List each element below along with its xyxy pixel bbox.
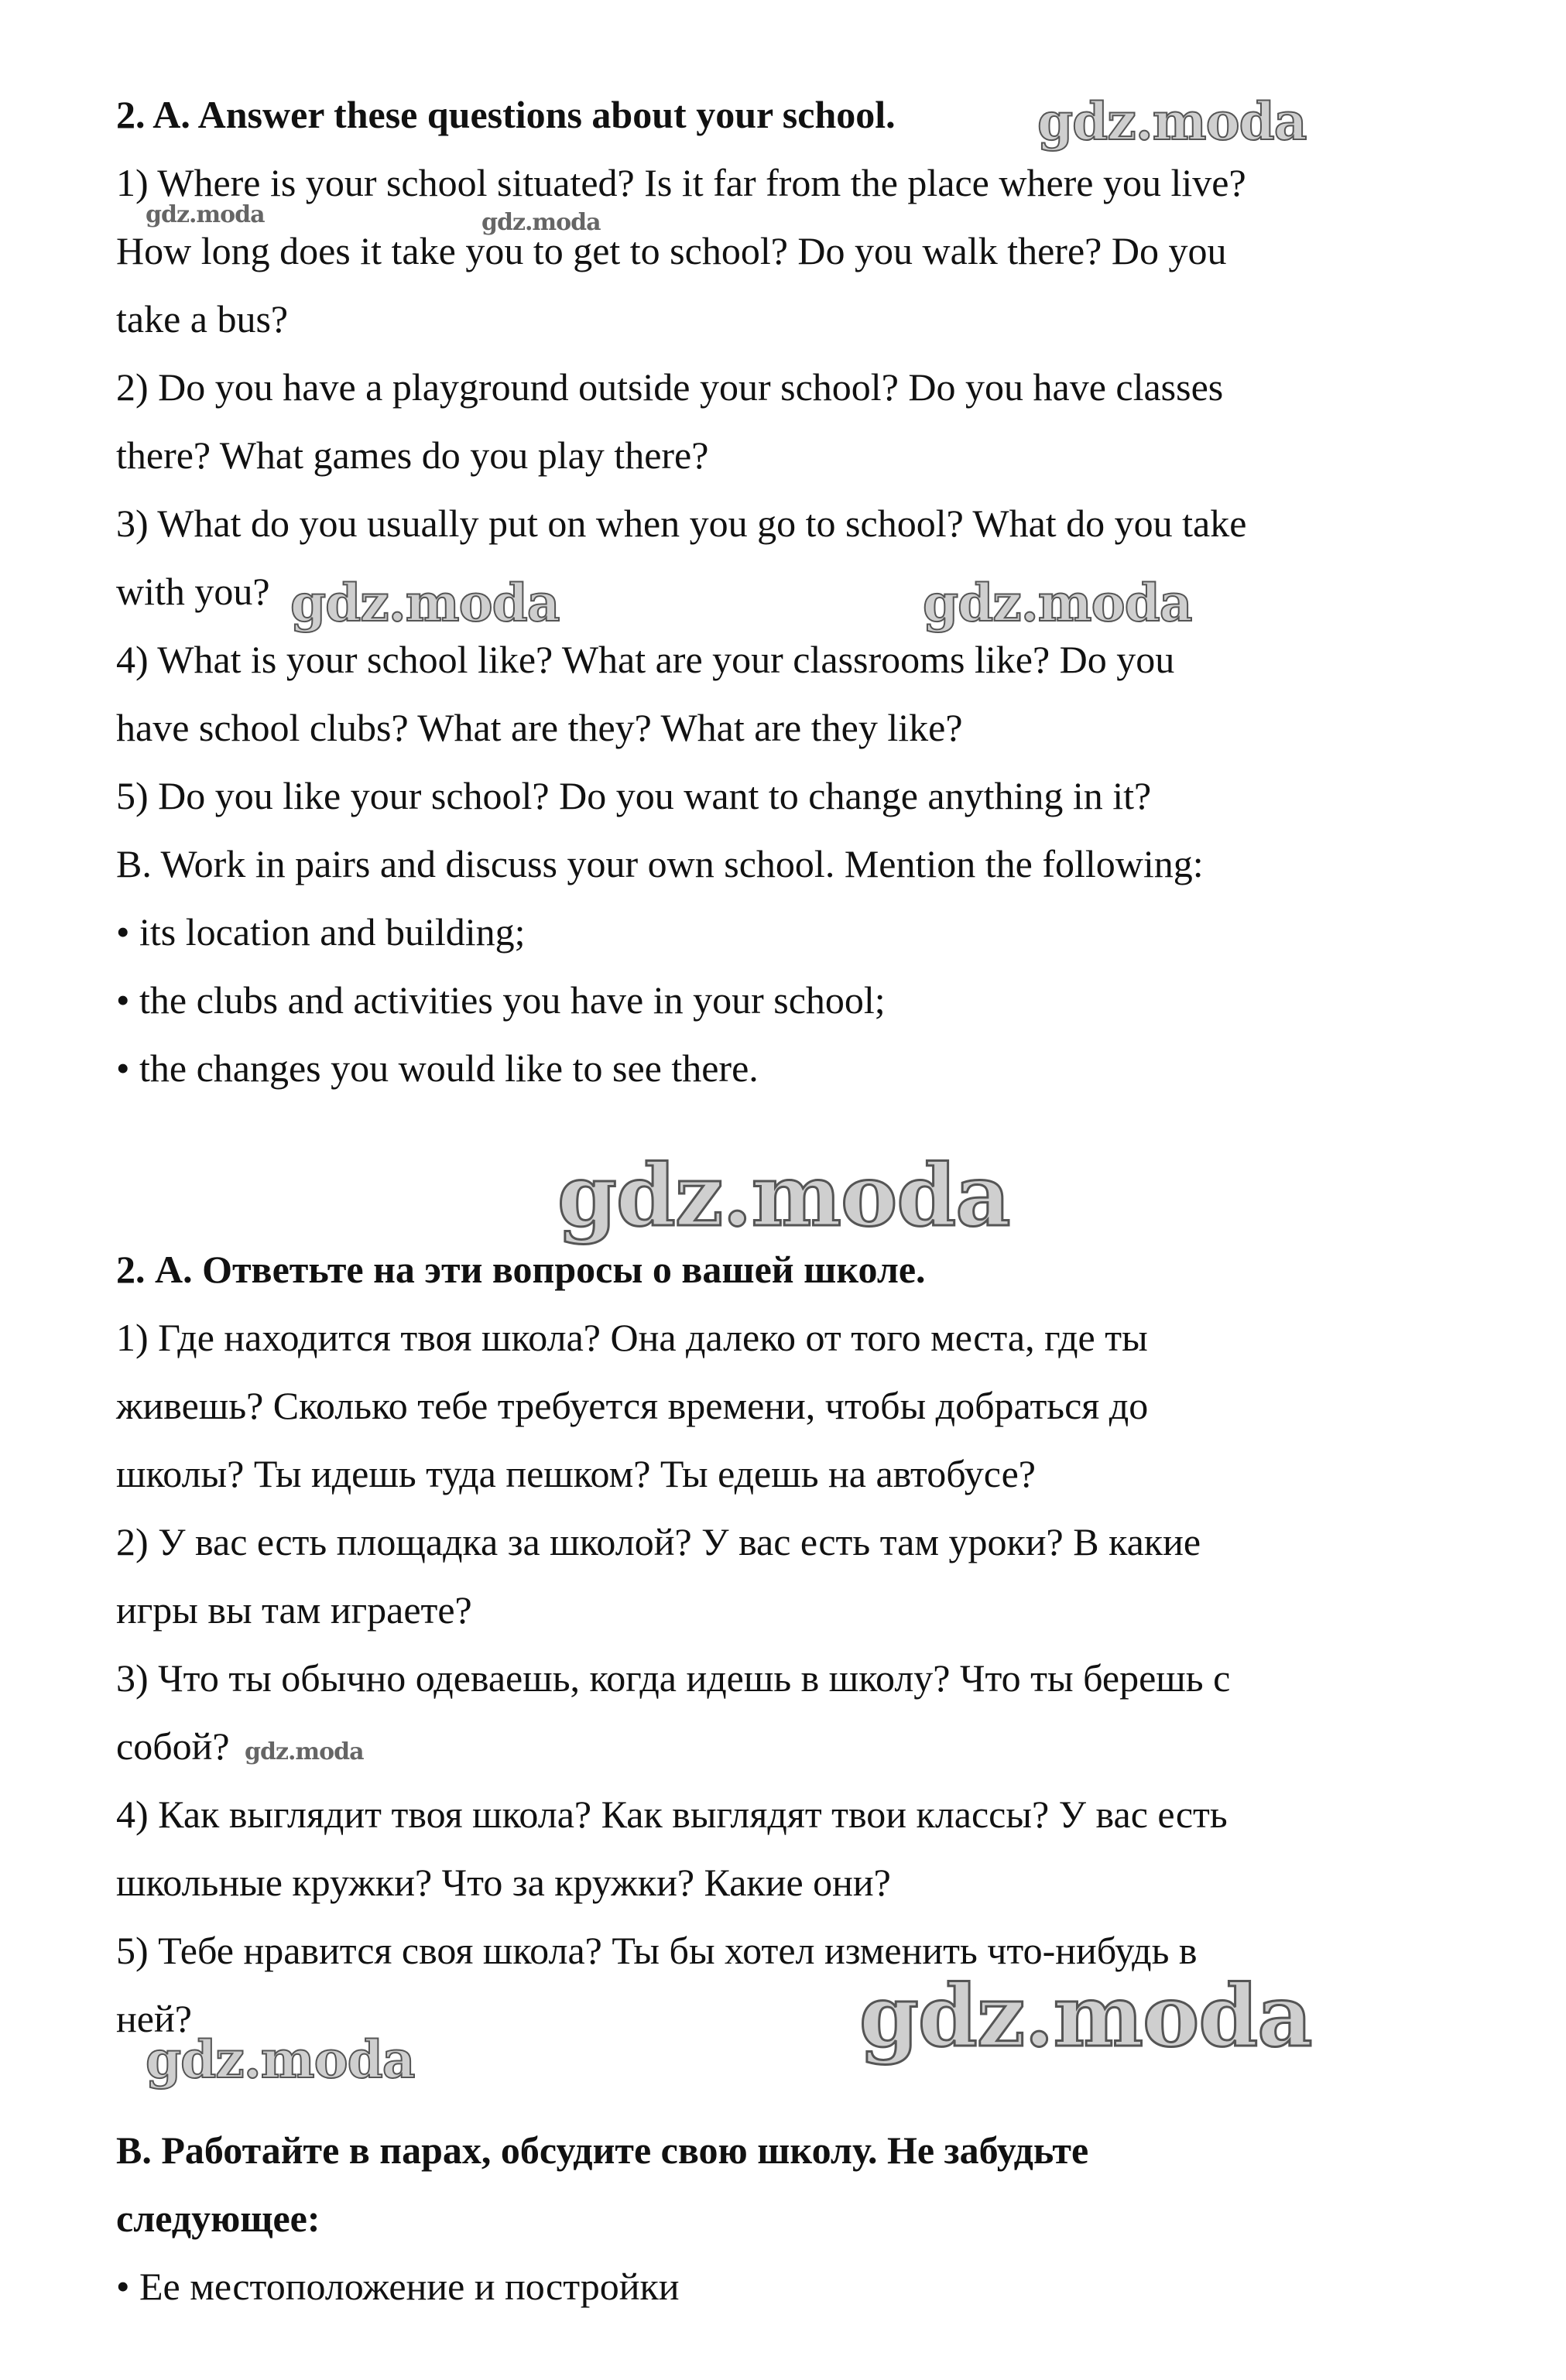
watermark: gdz.moda [859, 1966, 1312, 2066]
russian-line: собой? [116, 1724, 230, 1768]
english-line: take a bus? [116, 297, 289, 341]
russian-line: живешь? Сколько тебе требуется времени, чтобы добраться до [116, 1384, 1149, 1427]
russian-line: 1) Где находится твоя школа? Она далеко от того места, где ты [116, 1316, 1148, 1359]
russian-bullet: • Ее местоположение и постройки [116, 2265, 680, 2308]
english-line: have school clubs? What are they? What are they like? [116, 706, 963, 749]
watermark: gdz.moda [290, 573, 560, 633]
english-line: with you? [116, 570, 270, 613]
english-line: 2) Do you have a playground outside your school? Do you have classes [116, 365, 1224, 409]
english-line: 1) Where is your school situated? Is it far from the place where you live? [116, 161, 1246, 204]
english-bullet: • the changes you would like to see there. [116, 1046, 759, 1090]
russian-partb-heading: следующее: [116, 2197, 320, 2240]
watermark: gdz.moda [557, 1145, 1010, 1245]
russian-line: игры вы там играете? [116, 1588, 472, 1632]
english-bullet: • its location and building; [116, 910, 526, 954]
russian-line: школы? Ты идешь туда пешком? Ты едешь на автобусе? [116, 1452, 1036, 1495]
russian-heading: 2. А. Ответьте на эти вопросы о вашей школе. [116, 1248, 926, 1291]
russian-partb-heading: В. Работайте в парах, обсудите свою школу. Не забудьте [116, 2128, 1089, 2172]
watermark: gdz.moda [481, 209, 601, 236]
english-line: there? What games do you play there? [116, 433, 709, 477]
russian-line: 3) Что ты обычно одеваешь, когда идешь в школу? Что ты берешь с [116, 1656, 1231, 1700]
watermark: gdz.moda [146, 2029, 415, 2090]
english-line: B. Work in pairs and discuss your own school. Mention the following: [116, 842, 1204, 885]
english-heading: 2. A. Answer these questions about your school. [116, 93, 896, 136]
english-line: 3) What do you usually put on when you go to school? What do you take [116, 502, 1247, 545]
watermark: gdz.moda [146, 201, 265, 228]
russian-line: 5) Тебе нравится своя школа? Ты бы хотел изменить что-нибудь в [116, 1929, 1198, 1972]
russian-line: 4) Как выглядит твоя школа? Как выглядят твои классы? У вас есть [116, 1793, 1228, 1836]
watermark: gdz.moda [245, 1738, 364, 1765]
english-line: 4) What is your school like? What are your classrooms like? Do you [116, 638, 1175, 681]
english-line: 5) Do you like your school? Do you want to change anything in it? [116, 774, 1152, 817]
russian-line: ней? [116, 1997, 192, 2040]
english-line: How long does it take you to get to school? Do you walk there? Do you [116, 229, 1227, 272]
watermark: gdz.moda [1037, 91, 1307, 152]
english-bullet: • the clubs and activities you have in your school; [116, 978, 886, 1022]
russian-line: 2) У вас есть площадка за школой? У вас есть там уроки? В какие [116, 1520, 1201, 1563]
watermark: gdz.moda [923, 573, 1192, 633]
russian-line: школьные кружки? Что за кружки? Какие они? [116, 1861, 891, 1904]
